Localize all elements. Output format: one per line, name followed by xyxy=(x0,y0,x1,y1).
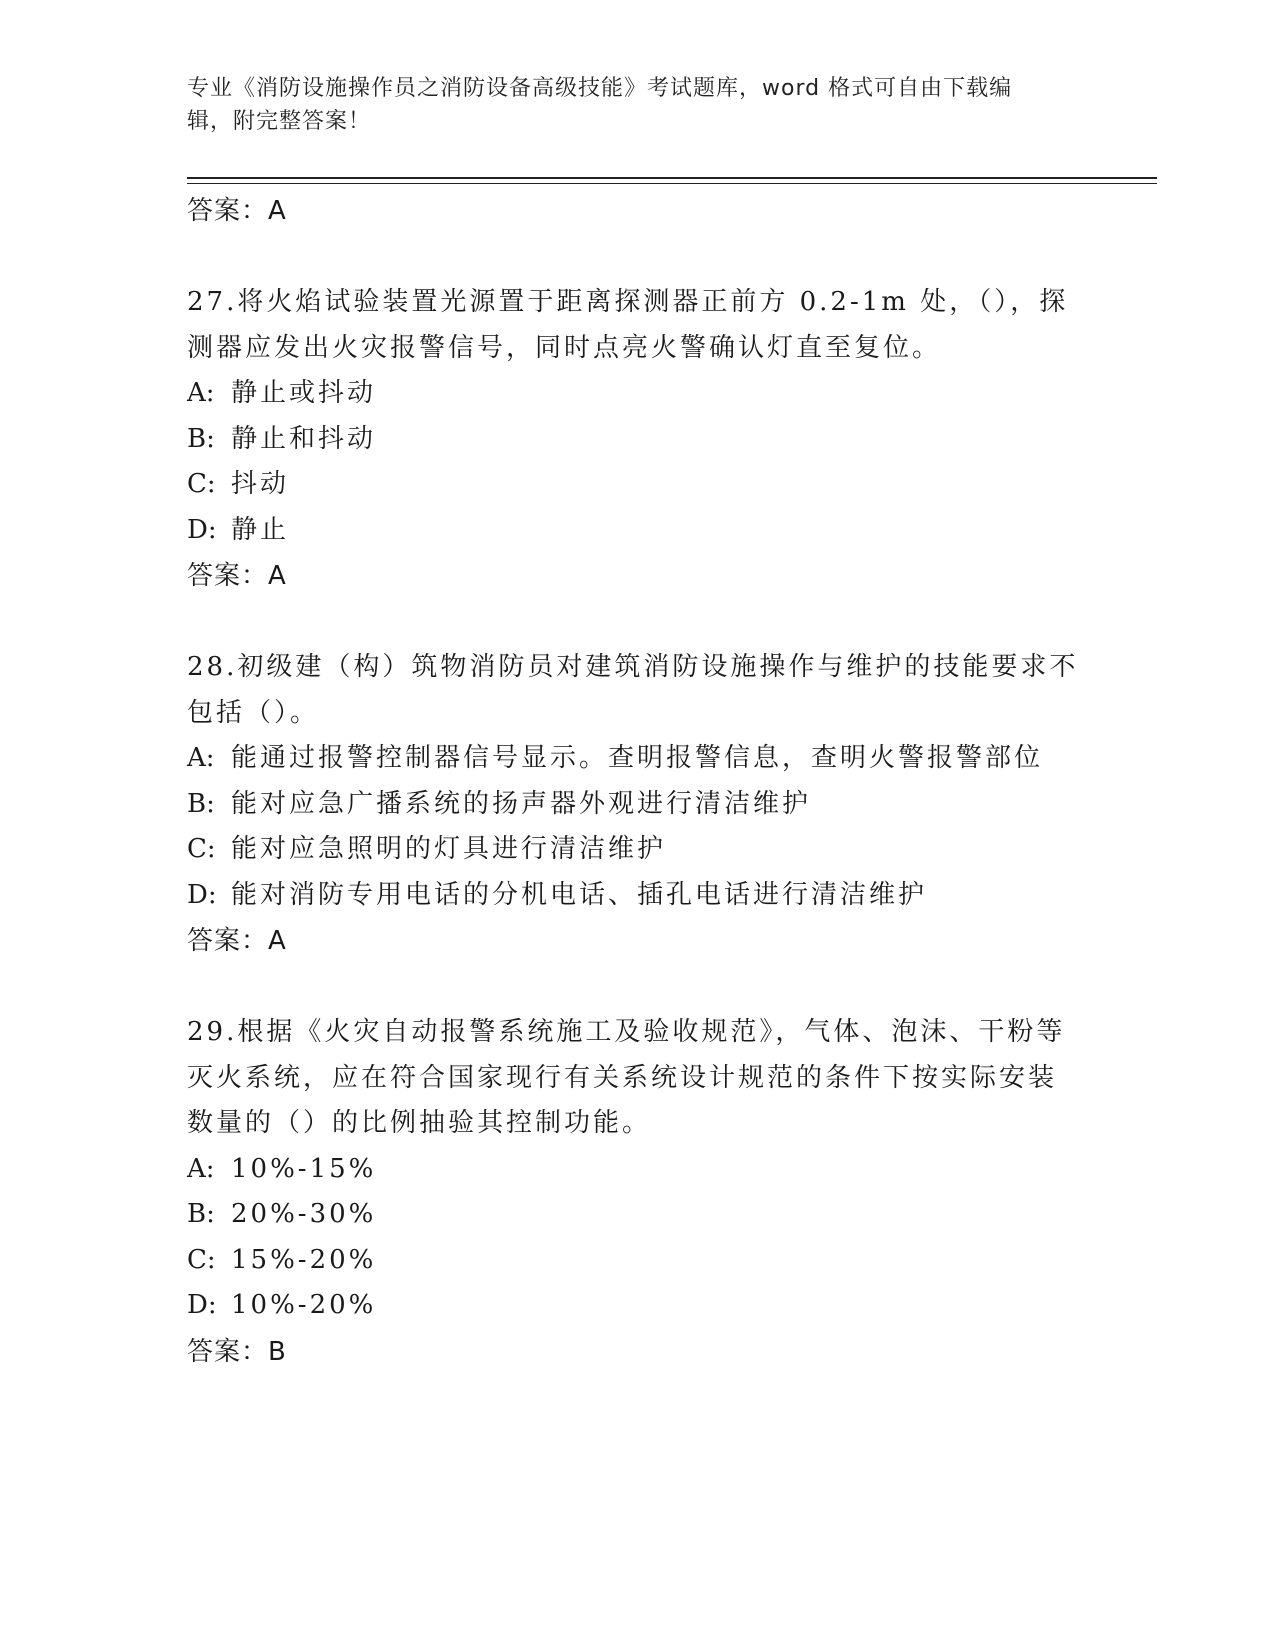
option-text: 能对消防专用电话的分机电话、插孔电话进行清洁维护 xyxy=(231,879,928,910)
option-a xyxy=(187,736,1157,782)
option-d xyxy=(187,1283,1157,1329)
question-stem-line: 29.根据《火灾自动报警系统施工及验收规范》，气体、泡沫、干粉等 xyxy=(187,1017,1066,1047)
option-letter: C: xyxy=(187,469,216,499)
question-list xyxy=(187,188,1157,1375)
option-letter: A: xyxy=(187,1153,215,1184)
option-text: 能对应急照明的灯具进行清洁维护 xyxy=(231,834,667,864)
answer-label: 答案：A xyxy=(187,926,287,956)
answer-label: 答案：A xyxy=(187,561,287,591)
option-text: 20%-30% xyxy=(231,1199,377,1229)
document-page xyxy=(187,0,1157,1650)
question-stem-line: 数量的（）的比例抽验其控制功能。 xyxy=(187,1108,652,1138)
question-stem xyxy=(187,1010,1087,1147)
option-text: 10%-15% xyxy=(231,1153,377,1184)
option-letter: B: xyxy=(187,1199,215,1229)
option-text: 能对应急广播系统的扬声器外观进行清洁维护 xyxy=(231,788,812,819)
answer-label: 答案：B xyxy=(187,1336,287,1367)
question-stem-line: 28.初级建（构）筑物消防员对建筑消防设施操作与维护的技能要求不 xyxy=(187,652,1079,682)
question-stem-line: 包括（）。 xyxy=(187,697,320,728)
option-text: 抖动 xyxy=(231,469,290,499)
question-stem-line: 测器应发出火灾报警信号，同时点亮火警确认灯直至复位。 xyxy=(187,332,942,363)
header-divider-thick xyxy=(187,177,1157,179)
option-letter: B: xyxy=(187,788,215,819)
option-letter: C: xyxy=(187,834,216,864)
option-text: 静止或抖动 xyxy=(231,378,377,408)
previous-answer: 答案：A xyxy=(187,196,287,226)
option-c xyxy=(187,462,1157,508)
question-stem xyxy=(187,645,1087,736)
question-stem-line: 灭火系统，应在符合国家现行有关系统设计规范的条件下按实际安装 xyxy=(187,1062,1058,1093)
option-text: 15%-20% xyxy=(231,1244,377,1275)
option-b xyxy=(187,782,1157,828)
option-a xyxy=(187,1147,1157,1193)
question-stem xyxy=(187,280,1087,371)
question-28 xyxy=(187,645,1157,964)
option-letter: D: xyxy=(187,879,217,910)
document-header xyxy=(187,72,1067,138)
option-letter: B: xyxy=(187,423,215,454)
header-line-1: 专业《消防设施操作员之消防设备高级技能》考试题库，word 格式可自由下载编 xyxy=(187,76,1013,101)
option-d xyxy=(187,873,1157,919)
option-d xyxy=(187,508,1157,554)
option-text: 静止 xyxy=(231,514,290,545)
option-letter: C: xyxy=(187,1244,216,1275)
option-text: 能通过报警控制器信号显示。查明报警信息，查明火警报警部位 xyxy=(231,743,1044,773)
option-letter: D: xyxy=(187,1290,217,1320)
option-c xyxy=(187,827,1157,873)
option-b xyxy=(187,1192,1157,1238)
option-letter: A: xyxy=(187,743,215,773)
header-line-2: 辑，附完整答案！ xyxy=(187,109,372,134)
option-letter: D: xyxy=(187,514,217,545)
option-text: 静止和抖动 xyxy=(231,423,377,454)
question-29 xyxy=(187,1010,1157,1375)
header-divider-thin xyxy=(187,183,1157,184)
option-letter: A: xyxy=(187,378,215,408)
option-c xyxy=(187,1238,1157,1284)
option-text: 10%-20% xyxy=(231,1290,377,1320)
question-27 xyxy=(187,280,1157,599)
option-b xyxy=(187,417,1157,463)
question-stem-line: 27.将火焰试验装置光源置于距离探测器正前方 0.2-1m 处，（），探 xyxy=(187,287,1069,317)
option-a xyxy=(187,371,1157,417)
